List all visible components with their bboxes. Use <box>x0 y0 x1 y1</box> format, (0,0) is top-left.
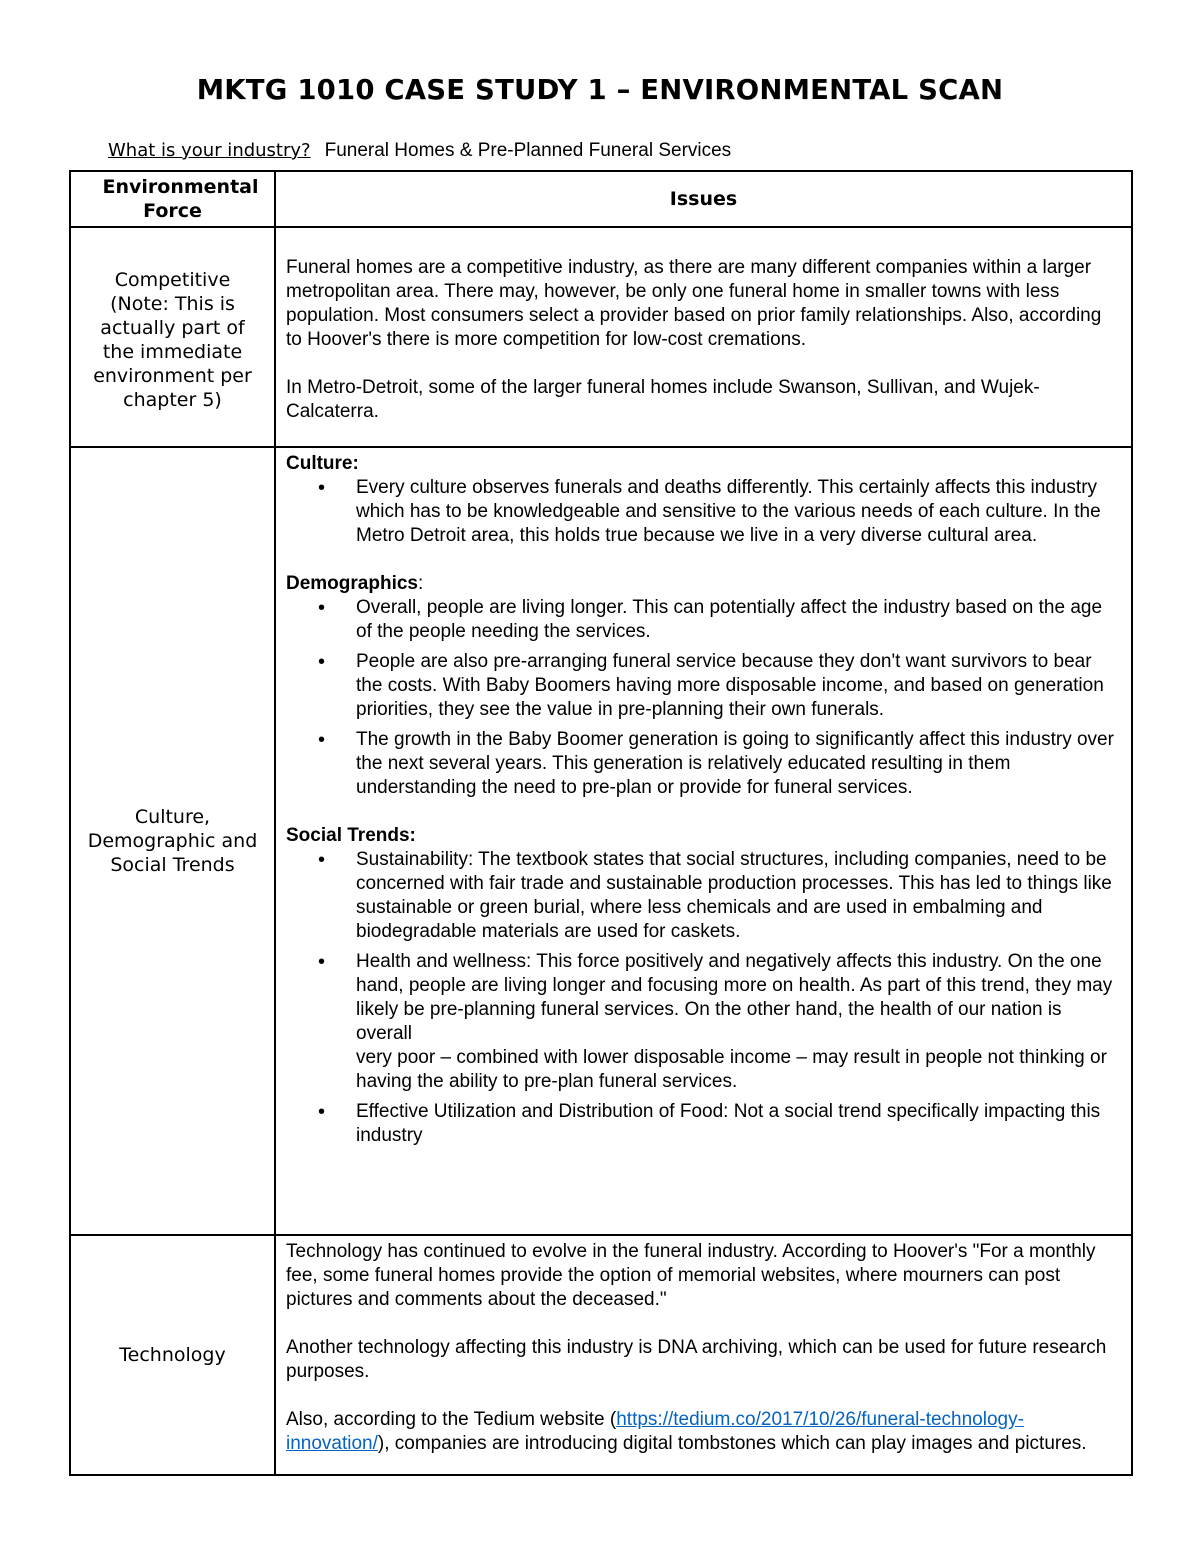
culture-list <box>286 476 1121 548</box>
issues-technology <box>275 1235 1132 1475</box>
technology-paragraph-2: Another technology affecting this industry is DNA archiving, which can be used for future research purposes. <box>286 1337 1107 1382</box>
tedium-link[interactable]: https://tedium.co/2017/10/26/funeral-technology-innovation/ <box>286 1409 1024 1454</box>
list-item: • The growth in the Baby Boomer generation is going to significantly affect this industry over the next several years. This generation is relatively educated resulting in them understanding the need to pre-plan or provide for funeral services. <box>356 728 1121 800</box>
list-item: • Sustainability: The textbook states that social structures, including companies, need to be concerned with fair trade and sustainable production processes. This has led to things like sustainable or green burial, where less chemicals and are used in embalming and biodegradable materials are used for caskets. <box>356 848 1121 944</box>
page-title: MKTG 1010 CASE STUDY 1 – ENVIRONMENTAL SCAN <box>196 74 1004 106</box>
force-technology: Technology <box>70 1235 275 1475</box>
table-row-technology <box>70 1235 1132 1475</box>
list-item: • Health and wellness: This force positively and negatively affects this industry. On the one hand, people are living longer and focusing more on health. As part of this trend, they may likely be pre-planning funeral services. On the other hand, the health of our nation is overall very poor – combined with lower disposable income – may result in people not thinking or having the ability to pre-plan funeral services. <box>356 950 1121 1094</box>
issues-culture <box>275 447 1132 1235</box>
table-row-competitive <box>70 227 1132 447</box>
culture-heading: Culture: <box>286 453 359 474</box>
industry-answer: Funeral Homes & Pre-Planned Funeral Services <box>324 140 732 161</box>
table-header-row <box>70 171 1132 227</box>
list-item: • People are also pre-arranging funeral service because they don't want survivors to bear the costs. With Baby Boomers having more disposable income, and based on generation priorities, they see the value in pre-planning their own funerals. <box>356 650 1121 722</box>
competitive-paragraph-2: In Metro-Detroit, some of the larger funeral homes include Swanson, Sullivan, and Wujek-Calcaterra. <box>286 377 1040 422</box>
header-issues: Issues <box>275 171 1132 227</box>
force-competitive: Competitive (Note: This is actually part of the immediate environment per chapter 5) <box>70 227 275 447</box>
list-item: • Every culture observes funerals and deaths differently. This certainly affects this industry which has to be knowledgeable and sensitive to the various needs of each culture. In the Metro Detroit area, this holds true because we live in a very diverse cultural area. <box>356 476 1121 548</box>
header-force: Environmental Force <box>70 171 275 227</box>
environmental-scan-table <box>69 170 1133 1476</box>
industry-line <box>108 140 731 162</box>
demographics-list <box>286 596 1121 800</box>
list-item: • Overall, people are living longer. This can potentially affect the industry based on the age of the people needing the services. <box>356 596 1121 644</box>
demographics-heading: Demographics: <box>286 573 424 594</box>
list-item: • Effective Utilization and Distribution of Food: Not a social trend specifically impacting this industry <box>356 1100 1121 1148</box>
table-row-culture <box>70 447 1132 1235</box>
social-trends-heading: Social Trends: <box>286 825 416 846</box>
technology-paragraph-3: Also, according to the Tedium website (https://tedium.co/2017/10/26/funeral-technology-innovation/), companies are introducing digital tombstones which can play images and pictures. <box>286 1409 1087 1454</box>
force-culture: Culture, Demographic and Social Trends <box>70 447 275 1235</box>
social-trends-list <box>286 848 1121 1148</box>
industry-question: What is your industry? <box>108 140 311 161</box>
competitive-paragraph-1: Funeral homes are a competitive industry, as there are many different companies within a larger metropolitan area. There may, however, be only one funeral home in smaller towns with less population. Most consumers select a provider based on prior family relationships. Also, according to Hoover's there is more competition for low-cost cremations. <box>286 257 1102 350</box>
issues-competitive <box>275 227 1132 447</box>
technology-paragraph-1: Technology has continued to evolve in the funeral industry. According to Hoover's "For a monthly fee, some funeral homes provide the option of memorial websites, where mourners can post pictures and comments about the deceased." <box>286 1241 1096 1310</box>
